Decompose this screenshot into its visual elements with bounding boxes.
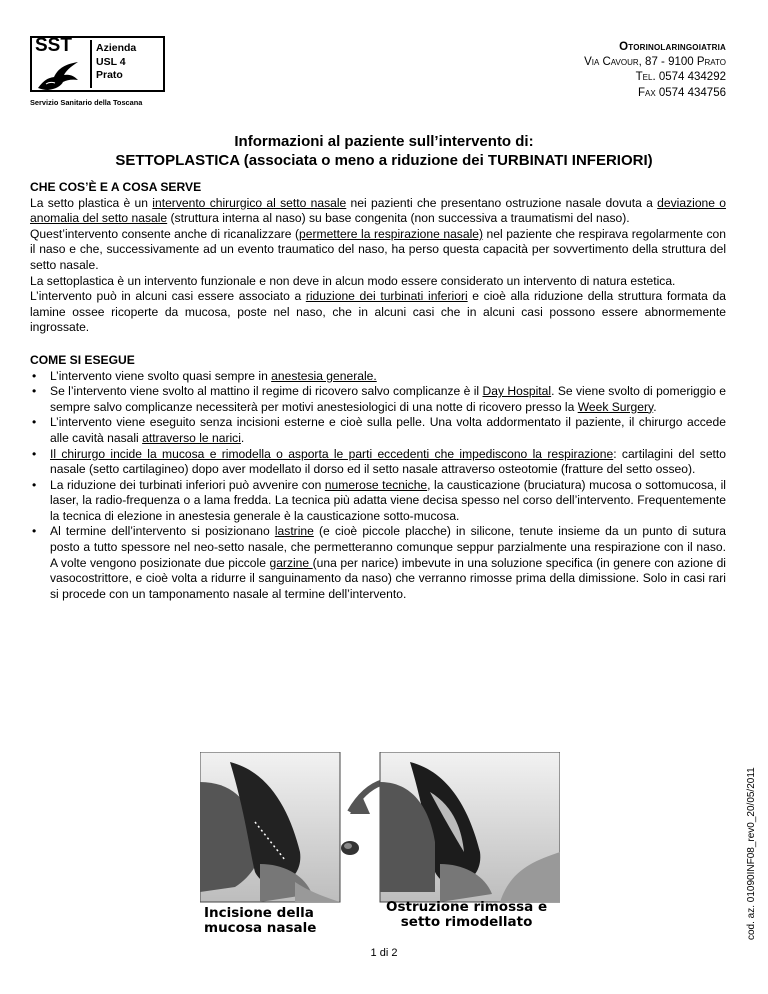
section-heading-what: CHE COS’È E A COSA SERVE [30,180,202,194]
department-contact [584,40,726,101]
list-item: • Il chirurgo incide la mucosa e rimodella o asporta le parti eccedenti che impediscono la respirazione: cartilagini del setto nasale (setto cartilagineo) dopo aver modellato il dorso ed il setto nasale attraverso osteotomie (fratture del setto osseo). [32,446,726,477]
title-line-1: Informazioni al paziente sull’intervento di: [234,133,534,150]
list-item: • Al termine dell’intervento si posizionano lastrine (e cioè piccole placche) in silicone, tenute insieme da un punto di sutura posto a tutto spessore nel neo-setto nasale, che permetteranno comunque seppur parzialmente una respirazione con il naso. A volte vengono posizionate due piccole garzine (una per narice) imbevute in una soluzione specifica (in genere con azione di vasocostrittore, e cioè volta a ridurre il sanguinamento da naso) che verranno rimosse prima della dimissione. Solo in casi rari si procede con un tamponamento nasale al termine dell’intervento. [32,524,726,601]
logo-caption: Servizio Sanitario della Toscana [30,98,143,107]
department-tel: Tel. 0574 434292 [635,71,726,84]
list-item: • La riduzione dei turbinati inferiori può avvenire con numerose tecniche, la causticazione (bruciatura) mucosa o sottomucosa, il laser, la radio-frequenza o a lama fredda. La tecnica più adatta viene decisa spesso nel corso dell’intervento. Frequentemente la tecnica di elezione in anestesia generale è la causticazione sotto-mucosa. [32,477,726,523]
figure-caption-right: Ostruzione rimossa e setto rimodellato [386,899,548,930]
paragraph-1: La setto plastica è un intervento chirurgico al setto nasale nei pazienti che presentano ostruzione nasale dovuta a deviazione o anomalia del setto nasale (struttura interna al naso) su base congenita (non successiva a traumatismi del naso). [30,195,727,226]
sst-logo [30,36,170,106]
title-line-2: SETTOPLASTICA (associata o meno a riduzione dei TURBINATI INFERIORI) [115,152,653,169]
figure-caption-left: Incisione della mucosa nasale [204,905,317,936]
list-item: • Se l’intervento viene svolto al mattino il regime di ricovero salvo complicanze è il Day Hospital. Se viene svolto di pomeriggio e sempre salvo complicanze necessiterà per motivi anestesiologici di una notte di ricovero presso la Week Surgery. [32,384,727,414]
department-fax: Fax 0574 434756 [637,86,726,99]
document-body [30,180,726,602]
paragraph-3: La settoplastica è un intervento funzionale e non deve in alcun modo essere considerato un intervento di natura estetica. [30,273,676,288]
list-item: • L’intervento viene svolto quasi sempre in anestesia generale. [32,368,377,383]
document-title [0,132,768,170]
department-name: Otorinolaringoiatria [619,41,726,53]
logo-brand: SST [35,35,72,56]
page-number: 1 di 2 [370,947,398,959]
pegasus-icon [34,58,84,92]
logo-organization: Azienda USL 4 Prato [96,42,137,81]
procedure-list [30,369,726,603]
logo-divider [90,40,92,88]
department-address: Via Cavour, 87 - 9100 Prato [584,56,726,69]
septoplasty-illustration [200,752,560,942]
section-heading-how: COME SI ESEGUE [30,352,135,367]
document-code: cod. az. 01090INF08_rev0_20/05/2011 [746,767,757,940]
paragraph-4: L’intervento può in alcuni casi essere associato a riduzione dei turbinati inferiori e cioè alla riduzione della struttura formata da lamine ossee ricoperte da mucosa, poste nel naso, che in alcuni casi che in alcuni casi possono essere abnormemente ingrossate. [30,289,726,335]
paragraph-2: Quest’intervento consente anche di ricanalizzare (permettere la respirazione nasale) nel paziente che respirava regolarmente con il naso e che, successivamente ad un evento traumatico del naso, ha perso questa capacità per sovvertimento della struttura del setto nasale. [30,226,726,272]
list-item: • L’intervento viene eseguito senza incisioni esterne e cioè sulla pelle. Una volta addormentato il paziente, il chirurgo accede alle cavità nasali attraverso le narici. [32,415,726,445]
